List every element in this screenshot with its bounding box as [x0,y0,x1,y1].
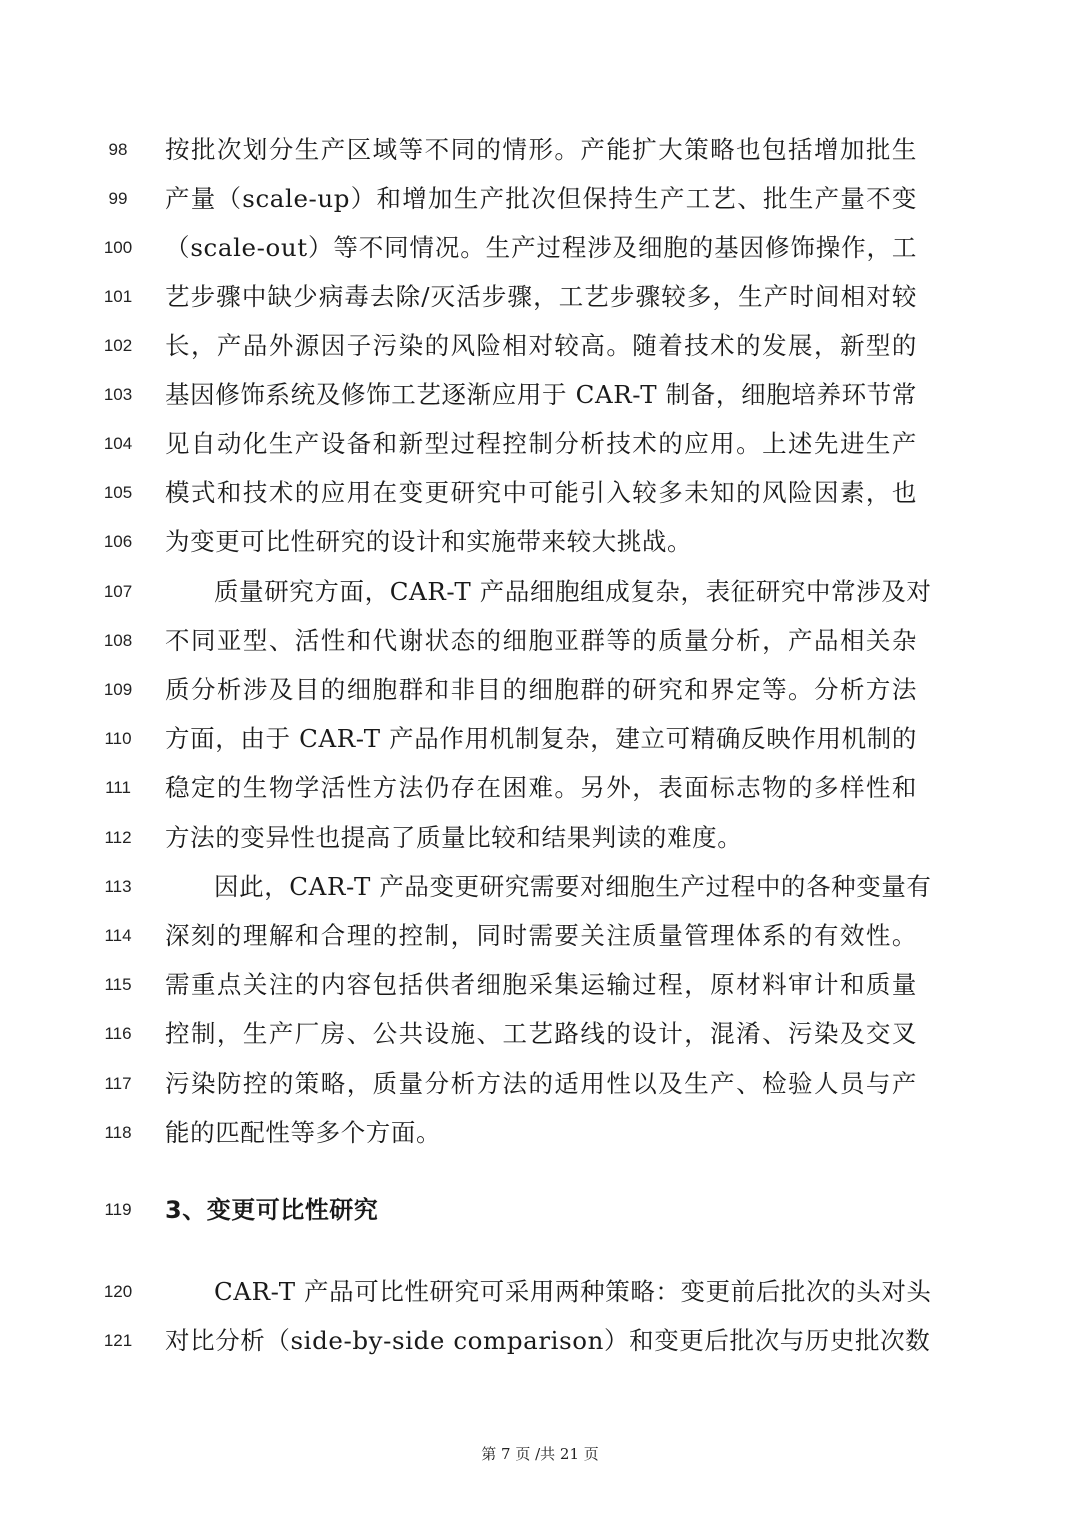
line-number: 116 [104,1024,132,1043]
line-text: 为变更可比性研究的设计和实施带来较大挑战。 [165,527,693,556]
line-number: 108 [103,631,133,650]
text-line [0,867,1080,907]
line-text: 能的匹配性等多个方面。 [165,1118,442,1147]
line-number: 120 [103,1282,133,1301]
line-text: 污染防控的策略，质量分析方法的适用性以及生产、检验人员与产 [165,1069,917,1098]
line-text: 见自动化生产设备和新型过程控制分析技术的应用。上述先进生产 [165,429,917,458]
line-text: 方面，由于 CAR-T 产品作用机制复杂，建立可精确反映作用机制的 [165,724,917,753]
text-line [0,965,1080,1005]
line-number: 111 [105,778,131,797]
line-text: 方法的变异性也提高了质量比较和结果判读的难度。 [165,823,743,852]
line-number: 112 [104,828,132,847]
line-text: CAR-T 产品可比性研究可采用两种策略：变更前后批次的头对头 [214,1277,932,1306]
text-line [0,621,1080,661]
line-text: 稳定的生物学活性方法仍存在困难。另外，表面标志物的多样性和 [165,773,917,802]
text-line [0,522,1080,562]
line-number: 107 [103,582,133,601]
line-number: 113 [104,877,132,896]
text-line [0,179,1080,219]
text-line [0,1321,1080,1361]
line-text: 模式和技术的应用在变更研究中可能引入较多未知的风险因素，也 [165,478,917,507]
line-number: 99 [108,189,128,208]
text-line [0,719,1080,759]
line-text: （scale-out）等不同情况。生产过程涉及细胞的基因修饰操作，工 [165,233,917,262]
line-number: 109 [103,680,133,699]
section-heading-text: 3、变更可比性研究 [165,1196,379,1224]
text-line [0,670,1080,710]
line-number: 101 [103,287,133,306]
line-text: 基因修饰系统及修饰工艺逐渐应用于 CAR-T 制备，细胞培养环节常 [165,380,917,409]
line-text: 按批次划分生产区域等不同的情形。产能扩大策略也包括增加批生 [165,135,917,164]
text-line [0,818,1080,858]
text-line [0,1064,1080,1104]
line-number: 104 [103,434,133,453]
text-line [0,130,1080,170]
text-line [0,916,1080,956]
text-line [0,375,1080,415]
text-line [0,1014,1080,1054]
line-text: 深刻的理解和合理的控制，同时需要关注质量管理体系的有效性。 [165,921,917,950]
line-number: 114 [104,926,132,945]
text-line [0,326,1080,366]
line-number: 103 [103,385,133,404]
line-text: 产量（scale-up）和增加生产批次但保持生产工艺、批生产量不变 [165,184,917,213]
line-text: 控制，生产厂房、公共设施、工艺路线的设计，混淆、污染及交叉 [165,1019,917,1048]
line-text: 质量研究方面，CAR-T 产品细胞组成复杂，表征研究中常涉及对 [214,577,932,606]
text-line [0,228,1080,268]
text-line [0,1113,1080,1153]
line-number: 102 [103,336,133,355]
line-text: 因此，CAR-T 产品变更研究需要对细胞生产过程中的各种变量有 [214,872,932,901]
line-text: 不同亚型、活性和代谢状态的细胞亚群等的质量分析，产品相关杂 [165,626,917,655]
line-text: 艺步骤中缺少病毒去除/灭活步骤，工艺步骤较多，生产时间相对较 [165,282,917,311]
line-text: 需重点关注的内容包括供者细胞采集运输过程，原材料审计和质量 [165,970,917,999]
line-number: 100 [103,238,133,257]
text-line [0,1272,1080,1312]
line-text: 对比分析（side-by-side comparison）和变更后批次与历史批次数 [165,1326,931,1355]
text-line [0,768,1080,808]
line-number: 105 [103,483,133,502]
line-number: 115 [104,975,132,994]
page-footer: 第 7 页 /共 21 页 [481,1445,599,1463]
line-number: 118 [104,1123,132,1142]
line-number: 110 [104,729,132,748]
line-number: 106 [103,532,133,551]
section-heading [0,1190,1080,1230]
line-number: 117 [104,1074,132,1093]
line-number: 119 [104,1200,132,1219]
line-text: 质分析涉及目的细胞群和非目的细胞群的研究和界定等。分析方法 [165,675,917,704]
text-line [0,572,1080,612]
text-line [0,424,1080,464]
text-line [0,473,1080,513]
line-number: 121 [103,1331,133,1350]
line-number: 98 [108,140,128,159]
text-line [0,277,1080,317]
line-text: 长，产品外源因子污染的风险相对较高。随着技术的发展，新型的 [165,331,917,360]
